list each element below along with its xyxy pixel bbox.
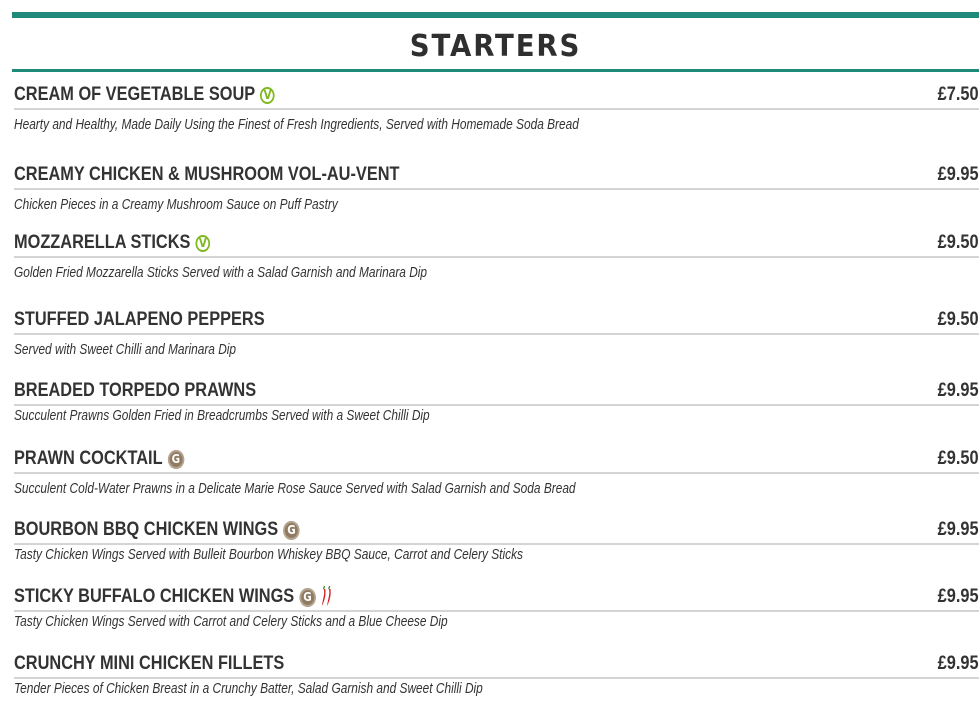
heading-underline [12, 69, 979, 72]
gluten-free-icon: G [299, 588, 315, 607]
menu-item-header [14, 651, 979, 679]
menu-item-price: £9.95 [938, 653, 979, 674]
menu-item [14, 584, 979, 630]
vegetarian-icon: V [196, 235, 211, 252]
menu-item [14, 162, 979, 213]
chili-icon [321, 586, 333, 608]
gluten-free-icon: G [168, 450, 184, 469]
menu-item [14, 378, 979, 424]
menu-item-description: Golden Fried Mozzarella Sticks Served with a Salad Garnish and Marinara Dip [14, 265, 428, 281]
menu-item-header [14, 378, 979, 406]
menu-item-name: PRAWN COCKTAIL [14, 448, 163, 469]
menu-item-name-wrap [14, 232, 210, 254]
menu-item-description: Tender Pieces of Chicken Breast in a Crunchy Batter, Salad Garnish and Sweet Chilli Dip [14, 681, 483, 697]
menu-item [14, 517, 979, 563]
menu-item-name: BREADED TORPEDO PRAWNS [14, 380, 257, 401]
menu-item-name: STICKY BUFFALO CHICKEN WINGS [14, 586, 295, 607]
menu-item-name-wrap [14, 84, 275, 106]
menu-item [14, 82, 979, 133]
menu-item-header [14, 162, 979, 190]
menu-item-name: CREAMY CHICKEN & MUSHROOM VOL-AU-VENT [14, 164, 400, 185]
menu-item-header [14, 230, 979, 258]
menu-item-header [14, 82, 979, 110]
menu-item-price: £9.95 [938, 164, 979, 185]
top-accent-bar [12, 12, 979, 18]
gluten-free-icon: G [283, 521, 299, 540]
menu-item-header [14, 446, 979, 474]
menu-item-name-wrap [14, 653, 284, 675]
menu-item-description: Hearty and Healthy, Made Daily Using the Finest of Fresh Ingredients, Served with Homemade Soda Bread [14, 117, 579, 133]
menu-item-name: CRUNCHY MINI CHICKEN FILLETS [14, 653, 285, 674]
menu-item-price: £7.50 [938, 84, 979, 105]
menu-item-name: MOZZARELLA STICKS [14, 232, 191, 253]
vegetarian-icon: V [260, 87, 275, 104]
menu-item-name: BOURBON BBQ CHICKEN WINGS [14, 519, 279, 540]
menu-item-price: £9.50 [938, 448, 979, 469]
menu-item-description: Tasty Chicken Wings Served with Bulleit Bourbon Whiskey BBQ Sauce, Carrot and Celery Sticks [14, 547, 523, 563]
menu-item-name-wrap [14, 448, 184, 470]
menu-item [14, 230, 979, 281]
menu-item-description: Served with Sweet Chilli and Marinara Dip [14, 342, 237, 358]
menu-item-name-wrap [14, 164, 400, 186]
menu-item-name: STUFFED JALAPENO PEPPERS [14, 309, 265, 330]
menu-item-name: CREAM OF VEGETABLE SOUP [14, 84, 256, 105]
menu-item-price: £9.95 [938, 380, 979, 401]
menu-item-description: Succulent Cold-Water Prawns in a Delicate Marie Rose Sauce Served with Salad Garnish and Soda Bread [14, 481, 576, 497]
menu-item-description: Succulent Prawns Golden Fried in Breadcrumbs Served with a Sweet Chilli Dip [14, 408, 430, 424]
menu-item-name-wrap [14, 519, 300, 541]
menu-item-price: £9.95 [938, 586, 979, 607]
menu-item-header [14, 307, 979, 335]
menu-item-description: Chicken Pieces in a Creamy Mushroom Sauce on Puff Pastry [14, 197, 338, 213]
menu-item-header [14, 584, 979, 612]
menu-item-description: Tasty Chicken Wings Served with Carrot and Celery Sticks and a Blue Cheese Dip [14, 614, 448, 630]
menu-item [14, 651, 979, 697]
menu-item-name-wrap [14, 309, 265, 331]
menu-item-header [14, 517, 979, 545]
menu-item-price: £9.50 [938, 232, 979, 253]
menu-item-price: £9.50 [938, 309, 979, 330]
menu-item [14, 307, 979, 358]
menu-item-name-wrap [14, 586, 333, 608]
section-heading: STARTERS [409, 29, 582, 64]
menu-item-price: £9.95 [938, 519, 979, 540]
menu-item-name-wrap [14, 380, 256, 402]
menu-item [14, 446, 979, 497]
